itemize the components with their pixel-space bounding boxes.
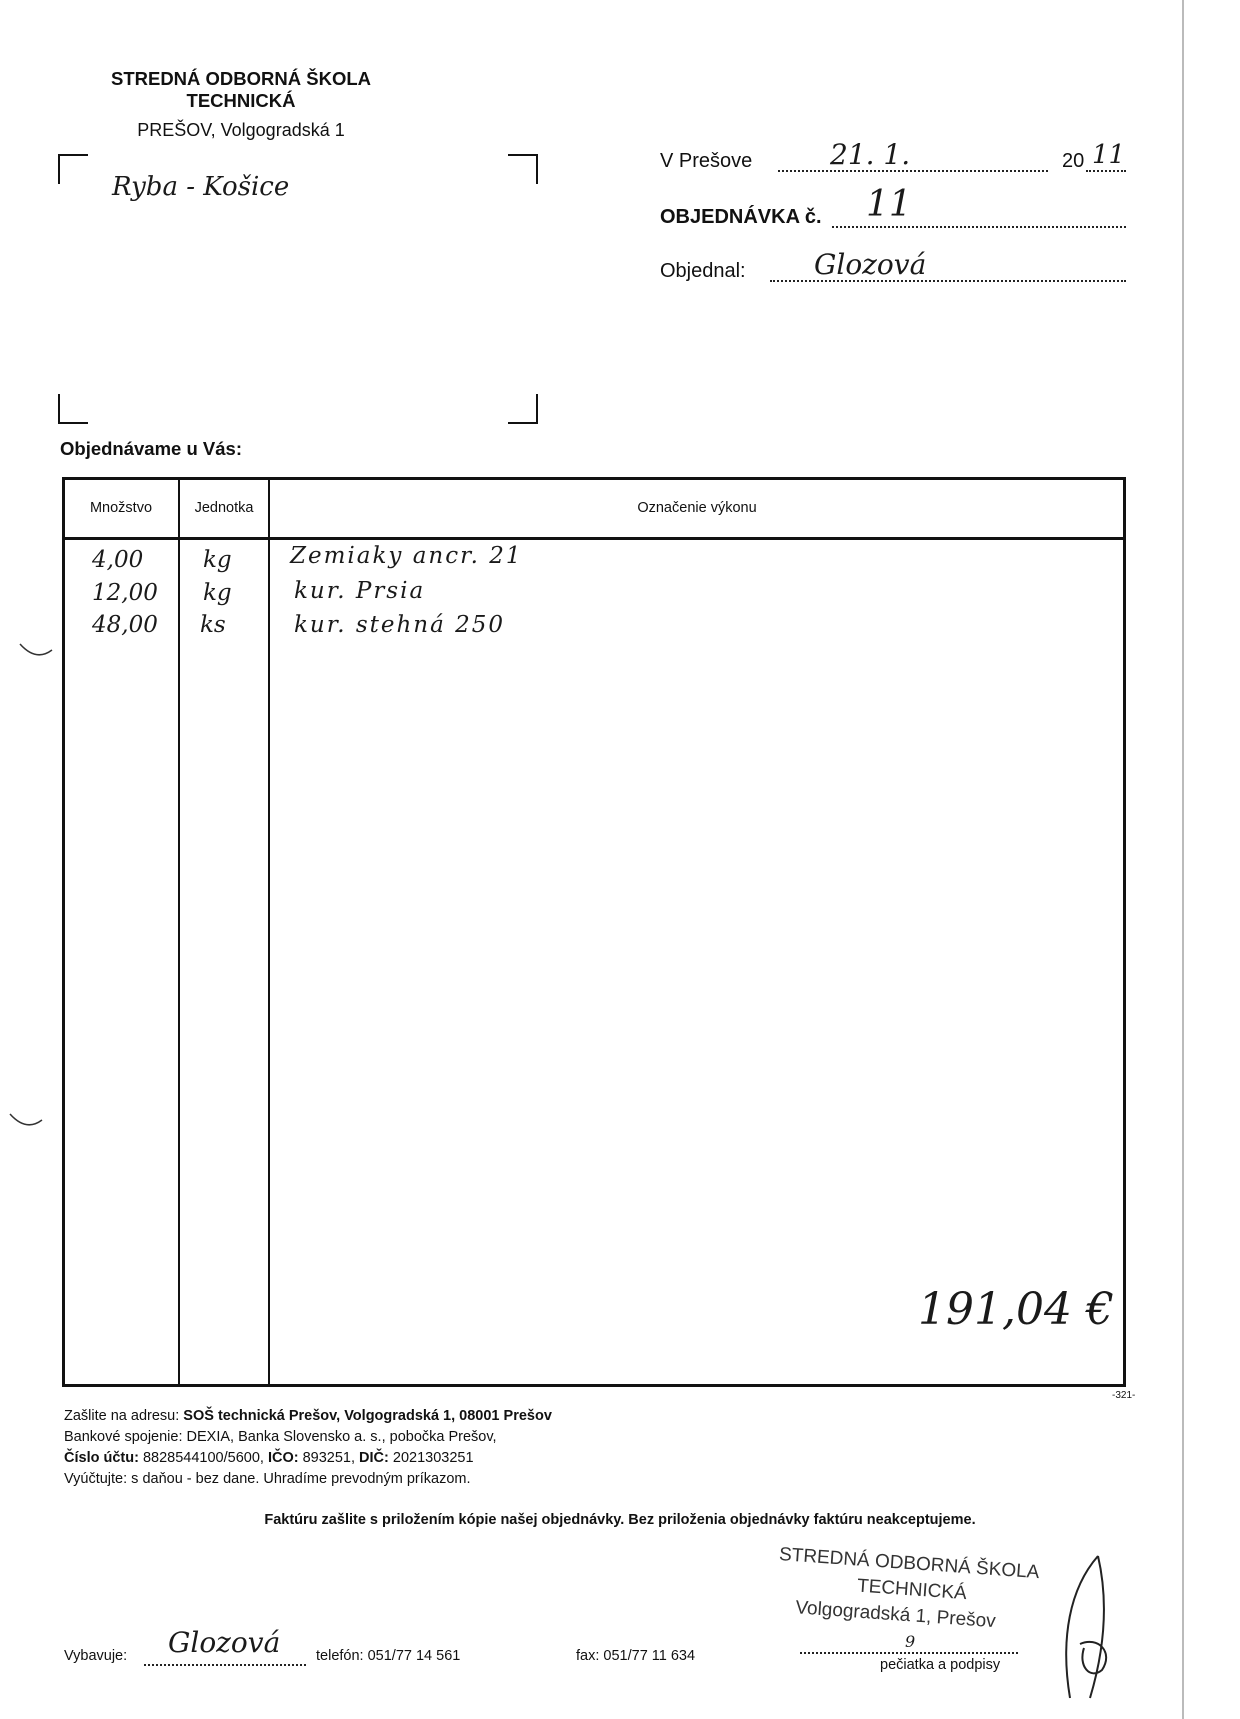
account-label: Číslo účtu: bbox=[64, 1450, 139, 1466]
row-3-unit: ks bbox=[200, 612, 226, 638]
recipient-handwritten: Ryba - Košice bbox=[112, 172, 290, 202]
phone-label: telefón: bbox=[316, 1648, 364, 1664]
date-handwritten: 21. 1. bbox=[830, 138, 911, 171]
signature-label: pečiatka a podpisy bbox=[880, 1657, 1001, 1673]
send-to-value: SOŠ technická Prešov, Volgogradská 1, 08001 Prešov bbox=[183, 1408, 552, 1424]
stamp-line-3: Volgogradská 1, Prešov bbox=[794, 1597, 997, 1633]
fax-value: 051/77 11 634 bbox=[603, 1648, 696, 1664]
ordering-caption: Objednávame u Vás: bbox=[60, 438, 242, 459]
header-unit: Jednotka bbox=[194, 500, 254, 516]
invoice-notice: Faktúru zašlite s priložením kópie našej objednávky. Bez priloženia objednávky faktúru neakceptujeme. bbox=[264, 1512, 976, 1528]
handled-by-label: Vybavuje: bbox=[64, 1648, 128, 1664]
date-dotted-line bbox=[778, 170, 1048, 172]
address-window-corner-br bbox=[508, 394, 538, 424]
address-window-corner-tr bbox=[508, 154, 538, 184]
row-2-unit: kg bbox=[203, 580, 232, 606]
address-window-corner-tl bbox=[58, 154, 88, 184]
table-header-separator bbox=[62, 537, 1126, 540]
header-description: Označenie výkonu bbox=[637, 500, 757, 516]
fax-label: fax: bbox=[576, 1648, 600, 1664]
bank-value: DEXIA, Banka Slovensko a. s., pobočka Prešov, bbox=[186, 1429, 497, 1445]
handled-by-dotted-line bbox=[144, 1664, 306, 1666]
send-to-label: Zašlite na adresu: bbox=[64, 1408, 180, 1424]
footer-send-to bbox=[64, 1408, 552, 1424]
phone-value: 051/77 14 561 bbox=[367, 1648, 461, 1664]
order-number-label: OBJEDNÁVKA č. bbox=[660, 206, 822, 228]
year-dotted-line bbox=[1086, 170, 1126, 172]
school-subtitle: TECHNICKÁ bbox=[186, 90, 296, 111]
stamp-line-2: TECHNICKÁ bbox=[856, 1575, 968, 1605]
order-number-dotted-line bbox=[832, 226, 1126, 228]
row-1-quantity: 4,00 bbox=[92, 547, 144, 573]
school-name: STREDNÁ ODBORNÁ ŠKOLA bbox=[110, 68, 372, 89]
ordered-by-handwritten: Glozová bbox=[814, 248, 927, 281]
dic-label: DIČ: bbox=[359, 1450, 389, 1466]
table-column-divider-1 bbox=[178, 477, 180, 1387]
total-handwritten: 191,04 € bbox=[918, 1284, 1114, 1335]
ico-label: IČO: bbox=[267, 1450, 299, 1466]
ico-value: 893251, bbox=[302, 1450, 356, 1466]
row-3-description: kur. stehná 250 bbox=[294, 612, 506, 638]
billing-value: s daňou - bez dane. Uhradíme prevodným príkazom. bbox=[131, 1471, 471, 1487]
stamp-line-1: STREDNÁ ODBORNÁ ŠKOLA bbox=[778, 1543, 1041, 1584]
handled-by-handwritten: Glozová bbox=[168, 1626, 281, 1659]
stamp-number: 9 bbox=[905, 1632, 916, 1651]
row-3-quantity: 48,00 bbox=[92, 612, 158, 638]
row-2-description: kur. Prsia bbox=[294, 578, 426, 604]
bank-label: Bankové spojenie: bbox=[64, 1429, 183, 1445]
year-handwritten: 11 bbox=[1092, 140, 1126, 170]
ordered-by-label: Objednal: bbox=[660, 260, 746, 282]
place-label: V Prešove bbox=[660, 150, 753, 172]
punch-mark-upper bbox=[16, 640, 56, 670]
address-window-corner-bl bbox=[58, 394, 88, 424]
school-stamp bbox=[775, 1542, 1060, 1639]
account-value: 8828544100/5600, bbox=[142, 1450, 264, 1466]
table-column-divider-2 bbox=[268, 477, 270, 1387]
order-number-handwritten: 11 bbox=[866, 184, 912, 225]
row-1-description: Zemiaky ancr. 21 bbox=[290, 543, 523, 569]
footer-bank bbox=[64, 1429, 497, 1445]
footer-ids bbox=[64, 1450, 474, 1466]
fax bbox=[576, 1648, 695, 1664]
footer-billing bbox=[64, 1471, 471, 1487]
year-prefix: 20 bbox=[1062, 150, 1085, 172]
school-address: PREŠOV, Volgogradská 1 bbox=[137, 120, 345, 140]
row-1-unit: kg bbox=[203, 547, 232, 573]
form-code: -321- bbox=[1112, 1390, 1136, 1401]
scan-edge-line bbox=[1182, 0, 1184, 1719]
punch-mark-lower bbox=[6, 1110, 46, 1140]
header-quantity: Množstvo bbox=[89, 500, 153, 516]
signature-mark bbox=[1040, 1548, 1120, 1708]
signature-dotted-line bbox=[800, 1652, 1018, 1654]
phone bbox=[316, 1648, 460, 1664]
billing-label: Vyúčtujte: bbox=[64, 1471, 128, 1487]
dic-value: 2021303251 bbox=[392, 1450, 474, 1466]
row-2-quantity: 12,00 bbox=[92, 580, 158, 606]
